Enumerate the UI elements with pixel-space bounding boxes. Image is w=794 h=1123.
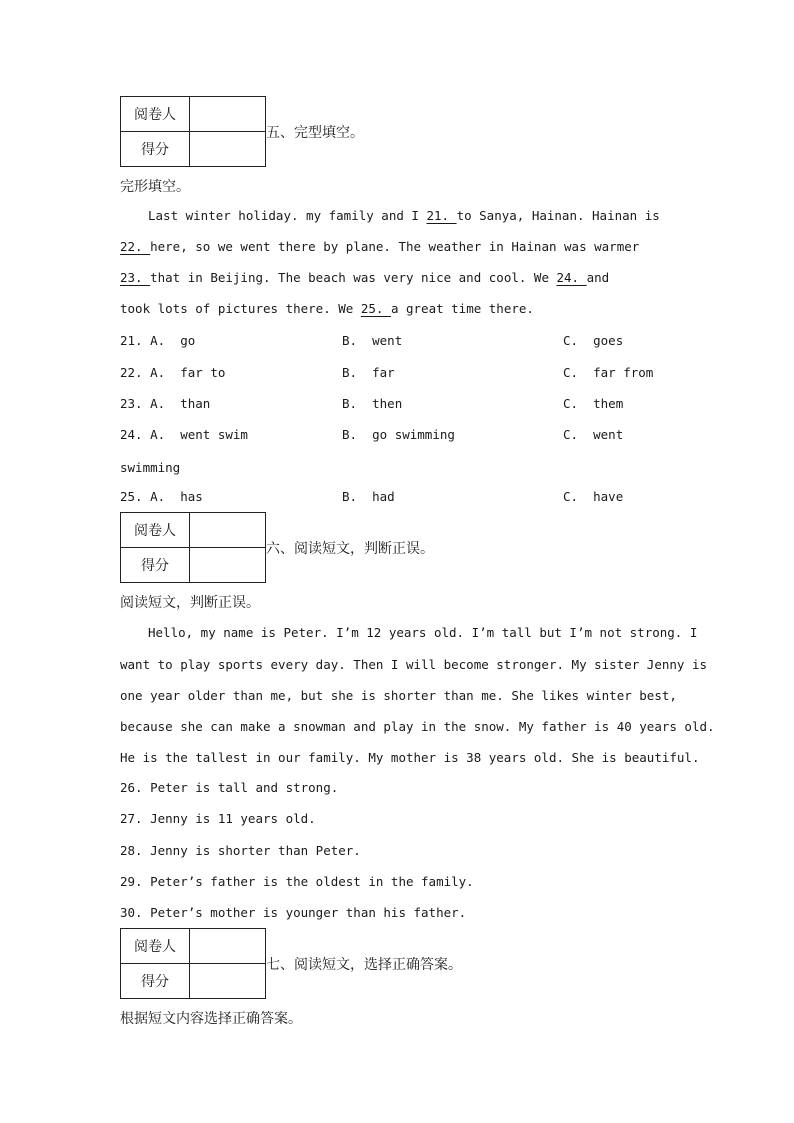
passage-text: here, so we went there by plane. The weather in Hainan was warmer bbox=[150, 239, 640, 254]
section6-heading: 六、阅读短文，判断正误。 bbox=[266, 541, 434, 557]
score-label: 得分 bbox=[121, 964, 190, 999]
passage5-line2 bbox=[120, 239, 639, 254]
score-blank bbox=[190, 548, 266, 583]
q23-option-b: B. then bbox=[342, 396, 403, 411]
statement-28: 28. Jenny is shorter than Peter. bbox=[120, 843, 361, 858]
blank-21: 21. bbox=[426, 208, 457, 223]
score-box-section6 bbox=[120, 512, 266, 583]
statement-30: 30. Peter’s mother is younger than his father. bbox=[120, 905, 467, 920]
q22-option-c: C. far from bbox=[563, 365, 654, 380]
q23-option-c: C. them bbox=[563, 396, 624, 411]
q25-option-a: 25. A. has bbox=[120, 489, 203, 504]
q21-option-c: C. goes bbox=[563, 333, 624, 348]
score-blank bbox=[190, 964, 266, 999]
passage5-line4 bbox=[120, 301, 534, 316]
score-label: 得分 bbox=[121, 132, 190, 167]
blank-23: 23. bbox=[120, 270, 151, 285]
score-blank bbox=[190, 132, 266, 167]
passage-text: and bbox=[586, 270, 610, 285]
passage-text: took lots of pictures there. We bbox=[120, 301, 361, 316]
blank-24: 24. bbox=[556, 270, 587, 285]
reader-blank bbox=[190, 929, 266, 964]
score-box-section5 bbox=[120, 96, 266, 167]
section7-instruction: 根据短文内容选择正确答案。 bbox=[120, 1011, 302, 1027]
blank-22: 22. bbox=[120, 239, 151, 254]
reader-blank bbox=[190, 97, 266, 132]
section5-instruction: 完形填空。 bbox=[120, 179, 190, 195]
q21-option-b: B. went bbox=[342, 333, 403, 348]
statement-29: 29. Peter’s father is the oldest in the family. bbox=[120, 874, 474, 889]
reader-label: 阅卷人 bbox=[121, 513, 190, 548]
passage-text: a great time there. bbox=[390, 301, 534, 316]
q23-option-a: 23. A. than bbox=[120, 396, 211, 411]
passage6-line5: He is the tallest in our family. My mother is 38 years old. She is beautiful. bbox=[120, 750, 700, 765]
passage6-line4: because she can make a snowman and play in the snow. My father is 40 years old. bbox=[120, 719, 715, 734]
q22-option-a: 22. A. far to bbox=[120, 365, 226, 380]
section6-instruction: 阅读短文，判断正误。 bbox=[120, 595, 260, 611]
passage-text: that in Beijing. The beach was very nice and cool. We bbox=[150, 270, 557, 285]
blank-25: 25. bbox=[360, 301, 391, 316]
q24-option-b: B. go swimming bbox=[342, 427, 455, 442]
passage-text: to Sanya, Hainan. Hainan is bbox=[456, 208, 660, 223]
score-box-section7 bbox=[120, 928, 266, 999]
statement-27: 27. Jenny is 11 years old. bbox=[120, 811, 316, 826]
q24-option-c: C. went bbox=[563, 427, 624, 442]
section7-heading: 七、阅读短文，选择正确答案。 bbox=[266, 957, 462, 973]
q21-option-a: 21. A. go bbox=[120, 333, 196, 348]
passage6-line2: want to play sports every day. Then I will become stronger. My sister Jenny is bbox=[120, 657, 707, 672]
passage6-line3: one year older than me, but she is shorter than me. She likes winter best, bbox=[120, 688, 677, 703]
passage6-line1: Hello, my name is Peter. I’m 12 years old. I’m tall but I’m not strong. I bbox=[148, 625, 698, 640]
passage-text: Last winter holiday. my family and I bbox=[148, 208, 427, 223]
q25-option-b: B. had bbox=[342, 489, 395, 504]
statement-26: 26. Peter is tall and strong. bbox=[120, 780, 339, 795]
reader-label: 阅卷人 bbox=[121, 929, 190, 964]
q22-option-b: B. far bbox=[342, 365, 395, 380]
passage5-line1 bbox=[148, 208, 660, 223]
q24-option-a: 24. A. went swim bbox=[120, 427, 248, 442]
q24-option-c-wrap: swimming bbox=[120, 460, 181, 475]
reader-blank bbox=[190, 513, 266, 548]
passage5-line3 bbox=[120, 270, 609, 285]
score-label: 得分 bbox=[121, 548, 190, 583]
reader-label: 阅卷人 bbox=[121, 97, 190, 132]
section5-heading: 五、完型填空。 bbox=[266, 125, 364, 141]
q25-option-c: C. have bbox=[563, 489, 624, 504]
